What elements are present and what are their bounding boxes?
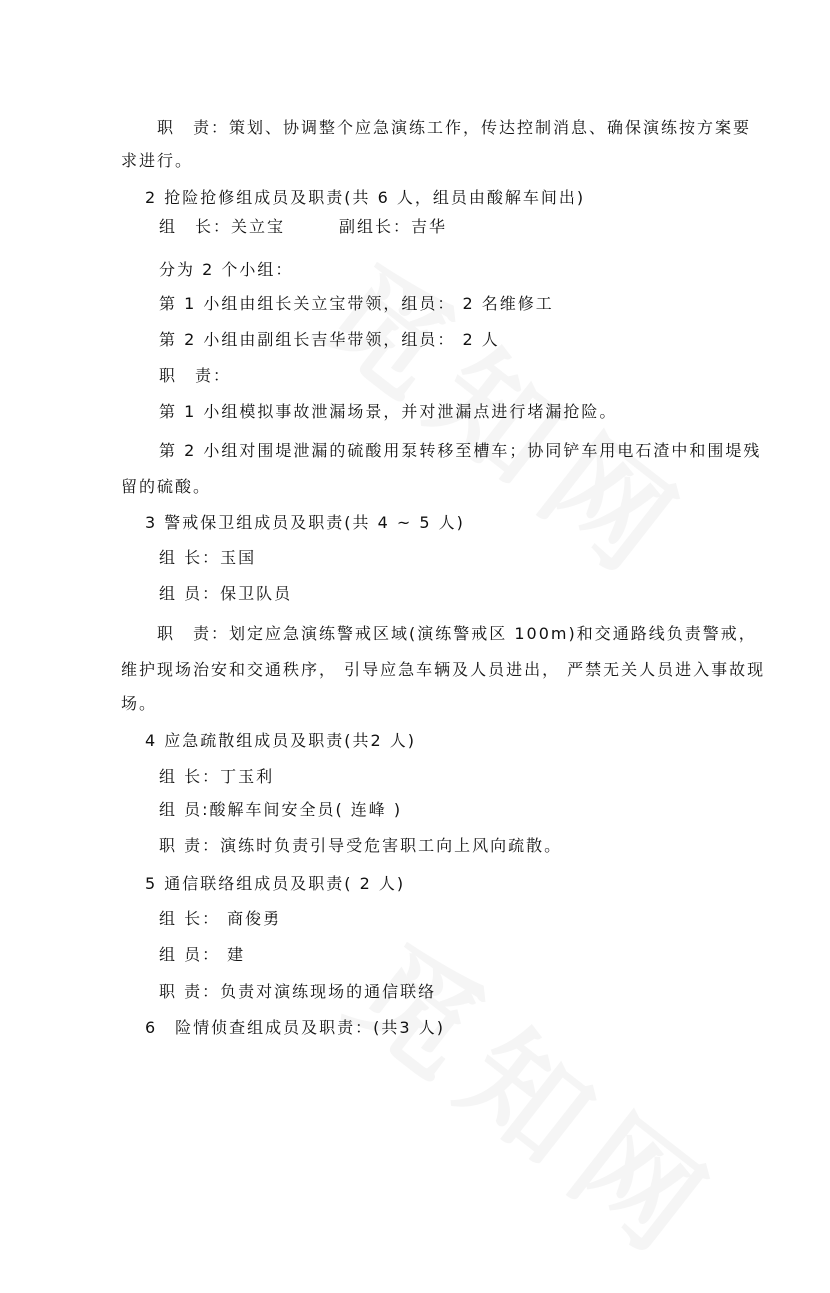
text-line: 职 责：负责对演练现场的通信联络	[159, 982, 437, 1001]
text-line: 职 责：演练时负责引导受危害职工向上风向疏散。	[159, 836, 563, 855]
section-heading: 5 通信联络组成员及职责( 2 人)	[145, 874, 406, 893]
watermark	[322, 899, 759, 1293]
text-line: 组 员： 建	[159, 945, 246, 964]
section-heading: 3 警戒保卫组成员及职责(共 4 ~ 5 人)	[145, 513, 465, 532]
text-line: 场。	[121, 694, 158, 713]
text-line: 组 长：关立宝 副组长：吉华	[159, 217, 448, 236]
text-line: 求进行。	[121, 151, 194, 170]
text-line: 职 责：	[159, 366, 232, 385]
text-line: 维护现场治安和交通秩序， 引导应急车辆及人员进出， 严禁无关人员进入事故现	[121, 660, 766, 679]
text-line: 职 责：划定应急演练警戒区域(演练警戒区 100m)和交通路线负责警戒，	[157, 624, 757, 643]
text-line: 第 1 小组模拟事故泄漏场景，并对泄漏点进行堵漏抢险。	[159, 402, 618, 421]
section-heading: 6 险情侦查组成员及职责：(共3 人)	[145, 1018, 445, 1037]
text-line: 分为 2 个小组：	[159, 260, 294, 279]
text-line: 组 长：玉国	[159, 548, 257, 567]
text-line: 组 员:酸解车间安全员( 连峰 )	[159, 800, 403, 819]
text-line: 组 长： 商俊勇	[159, 909, 282, 928]
text-line: 第 1 小组由组长关立宝带领，组员： 2 名维修工	[159, 294, 554, 313]
text-line: 职 责：策划、协调整个应急演练工作，传达控制消息、确保演练按方案要	[157, 118, 752, 137]
section-heading: 2 抢险抢修组成员及职责(共 6 人，组员由酸解车间出)	[145, 188, 586, 207]
section-heading: 4 应急疏散组成员及职责(共2 人)	[145, 731, 417, 750]
text-line: 留的硫酸。	[121, 477, 212, 496]
text-line: 第 2 小组对围堤泄漏的硫酸用泵转移至槽车；协同铲车用电石渣中和围堤残	[159, 441, 762, 460]
text-line: 组 长：丁玉利	[159, 767, 275, 786]
text-line: 第 2 小组由副组长吉华带领，组员： 2 人	[159, 330, 500, 349]
text-line: 组 员：保卫队员	[159, 584, 293, 603]
